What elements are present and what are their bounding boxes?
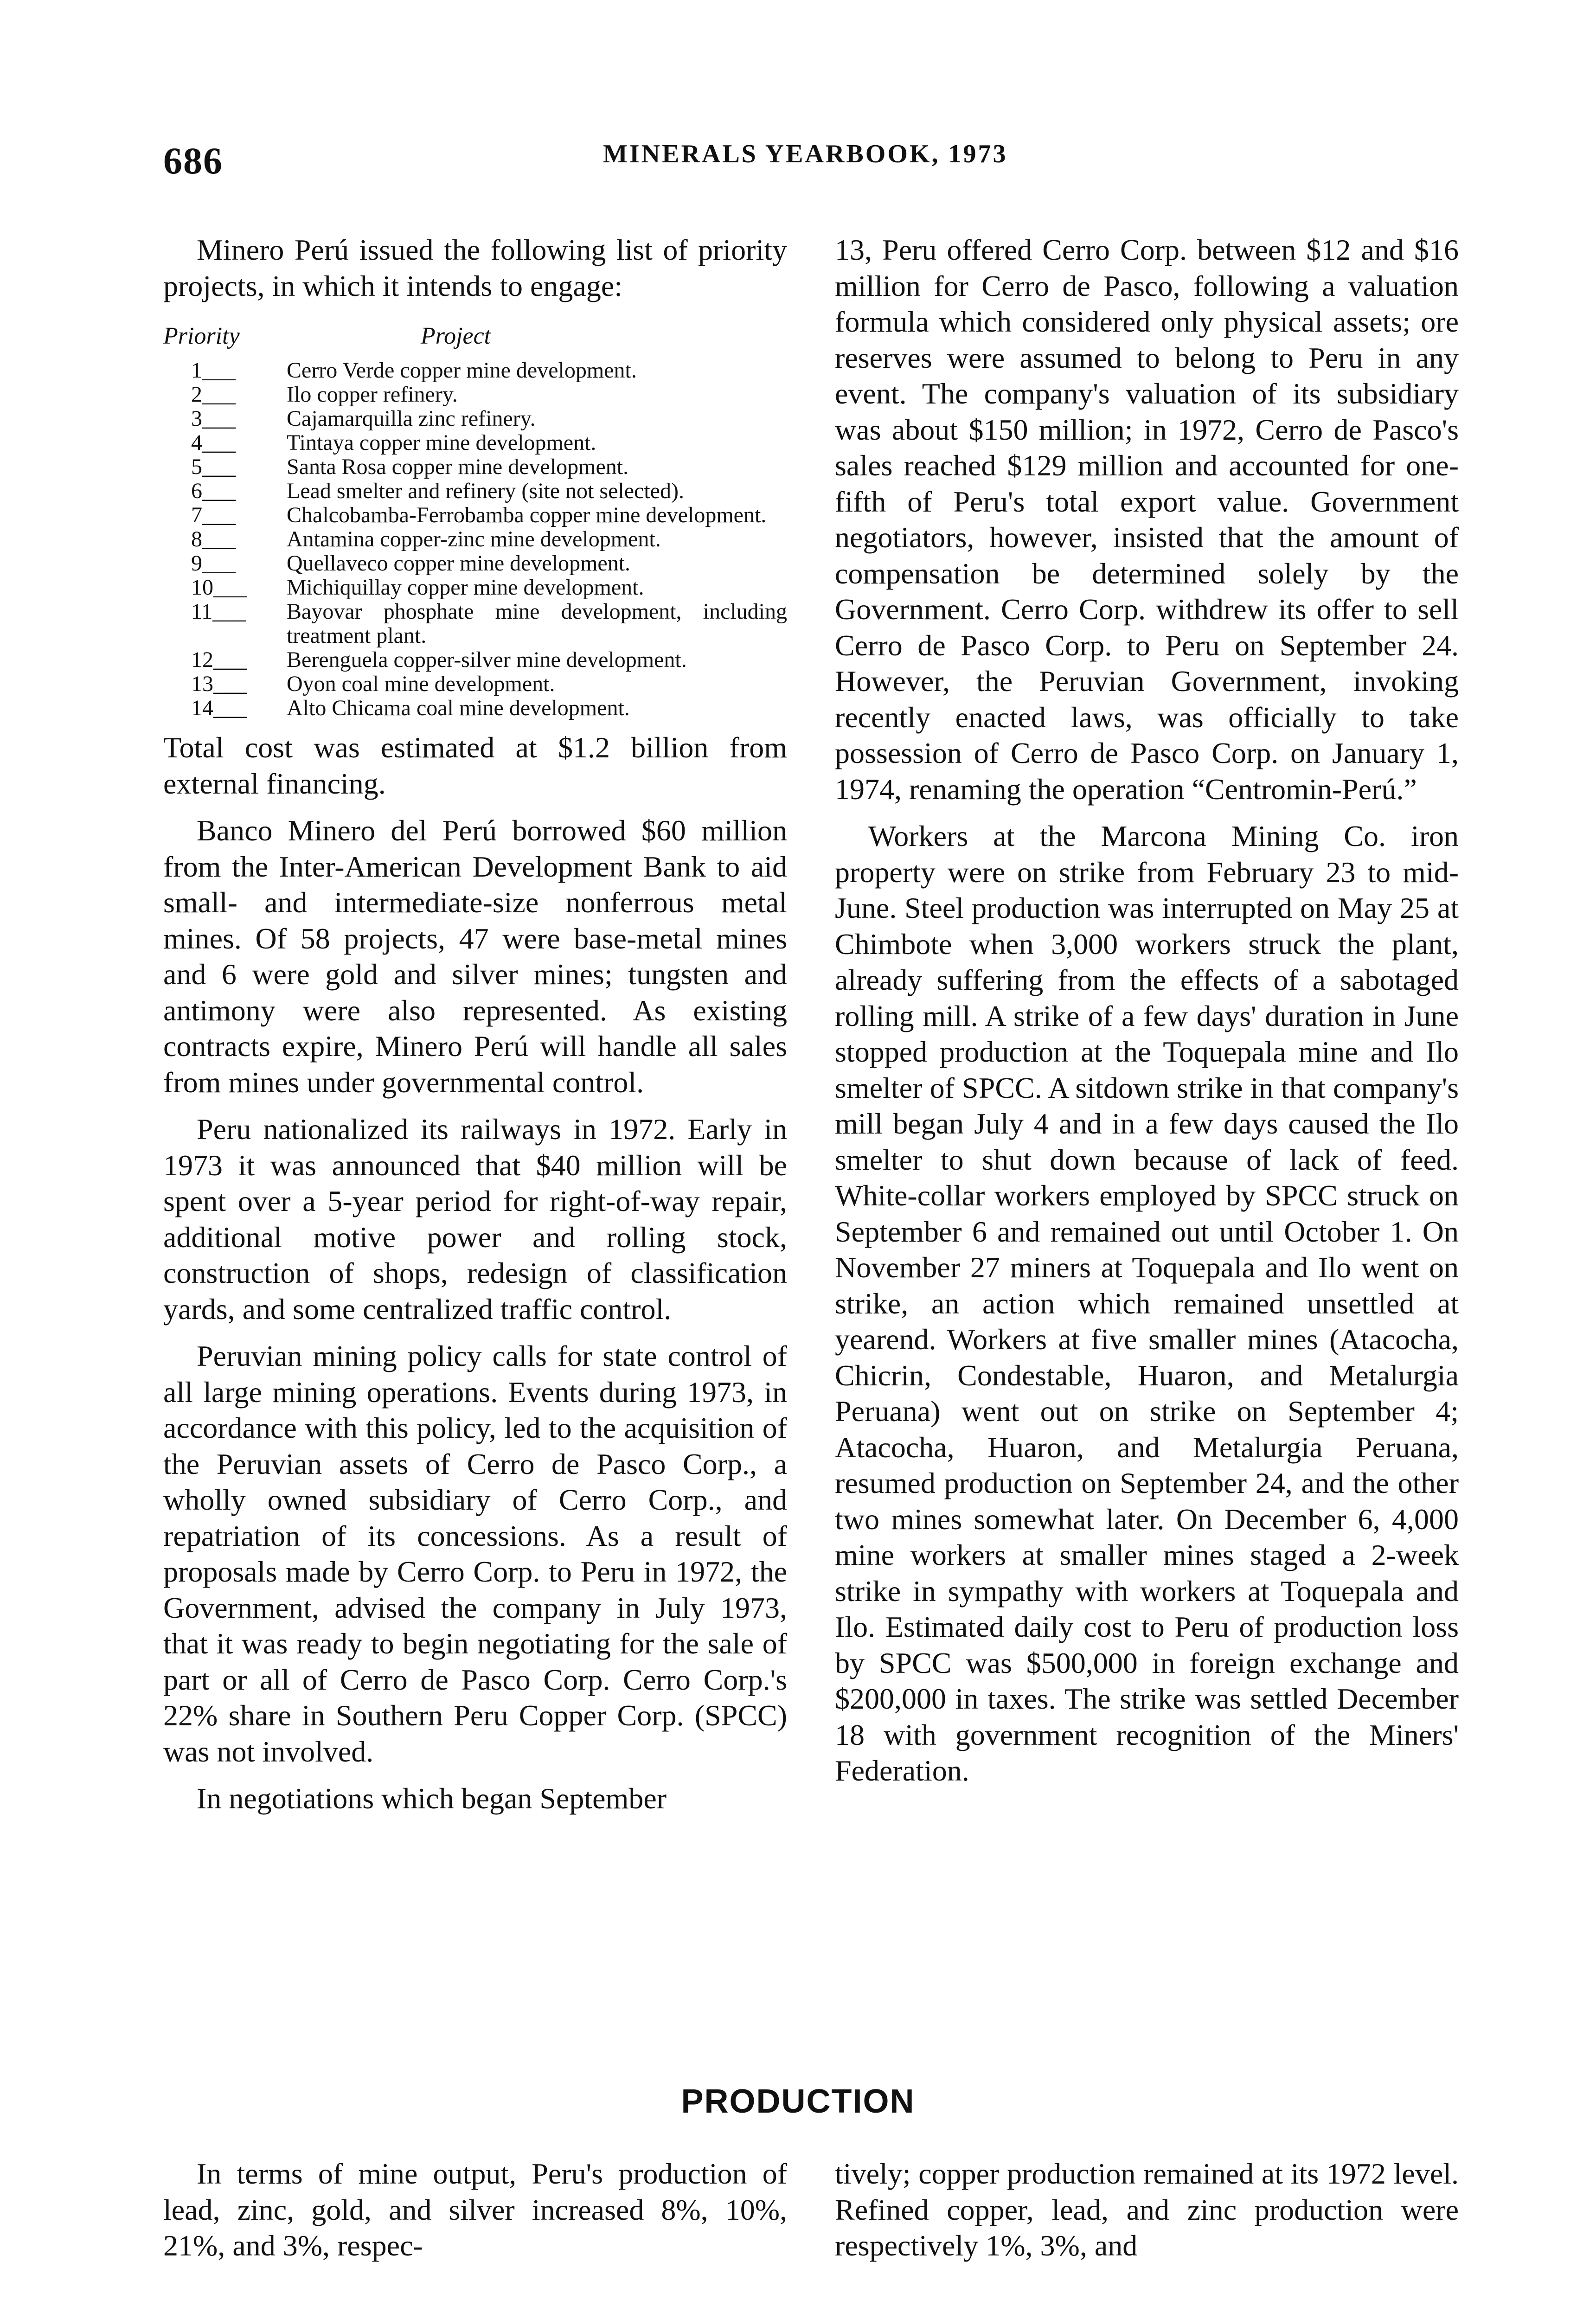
strikes-paragraph: Workers at the Marcona Mining Co. iron property were on strike from February 23 to mid-June. Steel production was interrupted on May 25 at Chimbote when 3,000 workers struck the plant, already suffering from the effects of a sabotaged rolling mill. A strike of a few days' duration in June stopped production at the Toquepala mine and Ilo smelter of SPCC. A sitdown strike in that company's mill began July 4 and in a few days caused the Ilo smelter to shut down because of lack of feed. White-collar workers employed by SPCC struck on September 6 and remained out until October 1. On November 27 miners at Toquepala and Ilo went on strike, an action which remained unsettled at yearend. Workers at five smaller mines (Atacocha, Chicrin, Condestable, Huaron, and Metalurgia Peruana) went out on strike on September 4; Atacocha, Huaron, and Metalurgia Peruana, resumed production on September 24, and the other two mines somewhat later. On December 6, 4,000 mine workers at smaller mines staged a 2-week strike in sympathy with workers at Toquepala and Ilo. Estimated daily cost to Peru of production loss by SPCC was $500,000 in foreign exchange and $200,000 in taxes. The strike was settled December 18 with government recognition of the Miners' Federation. <box>835 820 1459 1787</box>
project-name: Antamina copper-zinc mine development. <box>287 527 661 551</box>
production-right-column <box>835 2156 1459 2275</box>
priority-number: 11___ <box>191 599 246 624</box>
list-item <box>191 527 787 551</box>
priority-number: 13___ <box>191 672 247 696</box>
production-paragraph-continued: tively; copper production remained at its 1972 level. Refined copper, lead, and zinc production were respectively 1%, 3%, and <box>835 2157 1459 2262</box>
negotiations-paragraph: In negotiations which began September <box>197 1782 667 1815</box>
project-name: Quellaveco copper mine development. <box>287 551 631 576</box>
production-paragraph-start: In terms of mine output, Peru's production of lead, zinc, gold, and silver increased 8%, 10%, 21%, and 3%, respec- <box>163 2157 787 2262</box>
priority-number: 6___ <box>191 479 236 503</box>
mining-policy-paragraph: Peruvian mining policy calls for state control of all large mining operations. Events during 1973, in accordance with this policy, led to the acquisition of the Peruvian assets of Cerro de Pasco Corp., a wholly owned subsidiary of Cerro Corp., and repatriation of its concessions. As a result of proposals made by Cerro Corp. to Peru in 1972, the Government, advised the company in July 1973, that it was ready to begin negotiating for the sale of part or all of Cerro de Pasco Corp. Cerro Corp.'s 22% share in Southern Peru Copper Corp. (SPCC) was not involved. <box>163 1339 787 1768</box>
priority-number: 2___ <box>191 382 236 407</box>
list-item <box>191 600 787 648</box>
list-item <box>191 551 787 576</box>
priority-list-header <box>163 322 787 351</box>
project-name: Tintaya copper mine development. <box>287 430 596 455</box>
list-item <box>191 648 787 672</box>
project-name: Alto Chicama coal mine development. <box>287 696 630 720</box>
project-name: Michiquillay copper mine development. <box>287 575 644 600</box>
priority-number: 1___ <box>191 358 236 383</box>
project-name: Chalcobamba-Ferrobamba copper mine development. <box>287 503 767 527</box>
priority-number: 5___ <box>191 455 236 479</box>
project-name: Berenguela copper-silver mine development. <box>287 647 687 672</box>
priority-number: 3___ <box>191 406 236 431</box>
list-item <box>191 672 787 696</box>
total-cost-paragraph: Total cost was estimated at $1.2 billion from external financing. <box>163 731 787 800</box>
priority-number: 12___ <box>191 647 247 672</box>
project-name: Cerro Verde copper mine development. <box>287 358 637 383</box>
right-column <box>835 232 1459 1800</box>
priority-number: 7___ <box>191 503 236 527</box>
priority-number: 10___ <box>191 575 247 600</box>
list-item <box>191 696 787 720</box>
intro-paragraph: Minero Perú issued the following list of priority projects, in which it intends to engage: <box>163 233 787 302</box>
list-item <box>191 455 787 479</box>
project-name: Cajamarquilla zinc refinery. <box>287 406 536 431</box>
list-item <box>191 576 787 600</box>
project-name: Oyon coal mine development. <box>287 672 555 696</box>
left-column <box>163 232 787 1828</box>
priority-number: 8___ <box>191 527 236 551</box>
banco-minero-paragraph: Banco Minero del Perú borrowed $60 million from the Inter-American Development Bank to aid small- and intermediate-size nonferrous metal mines. Of 58 projects, 47 were base-metal mines and 6 were gold and silver mines; tungsten and antimony were also represented. As existing contracts expire, Minero Perú will handle all sales from mines under governmental control. <box>163 814 787 1099</box>
production-left-column <box>163 2156 787 2275</box>
priority-number: 14___ <box>191 696 247 720</box>
list-item <box>191 383 787 407</box>
list-item <box>191 431 787 455</box>
project-name: Lead smelter and refinery (site not selected). <box>287 479 684 503</box>
railways-paragraph: Peru nationalized its railways in 1972. Early in 1973 it was announced that $40 million will be spent over a 5-year period for right-of-way repair, additional motive power and rolling stock, construction of shops, redesign of classification yards, and some centralized traffic control. <box>163 1113 787 1326</box>
project-column-label: Project <box>421 323 491 349</box>
project-name: Santa Rosa copper mine development. <box>287 455 629 479</box>
list-item <box>191 359 787 383</box>
priority-column-label: Priority <box>163 323 240 349</box>
project-name: Ilo copper refinery. <box>287 382 458 407</box>
priority-number: 9___ <box>191 551 236 576</box>
running-title: MINERALS YEARBOOK, 1973 <box>603 140 1008 168</box>
list-item <box>191 479 787 503</box>
production-heading: PRODUCTION <box>681 2083 915 2120</box>
cerro-offer-paragraph: 13, Peru offered Cerro Corp. between $12 and $16 million for Cerro de Pasco, following a valuation formula which considered only physical assets; ore reserves were assumed to belong to Peru in any event. The company's valuation of its subsidiary was about $150 million; in 1972, Cerro de Pasco's sales reached $129 million and accounted for one-fifth of Peru's total export value. Government negotiators, however, insisted that the amount of compensation be determined solely by the Government. Cerro Corp. withdrew its offer to sell Cerro de Pasco Corp. to Peru on September 24. However, the Peruvian Government, invoking recently enacted laws, was officially to take possession of Cerro de Pasco Corp. on January 1, 1974, renaming the operation “Centromin-Perú.” <box>835 233 1459 806</box>
project-name: Bayovar phosphate mine development, including treatment plant. <box>287 599 787 648</box>
priority-project-list <box>163 359 787 720</box>
page-number: 686 <box>163 140 223 182</box>
list-item <box>191 503 787 527</box>
priority-number: 4___ <box>191 430 236 455</box>
list-item <box>191 407 787 431</box>
